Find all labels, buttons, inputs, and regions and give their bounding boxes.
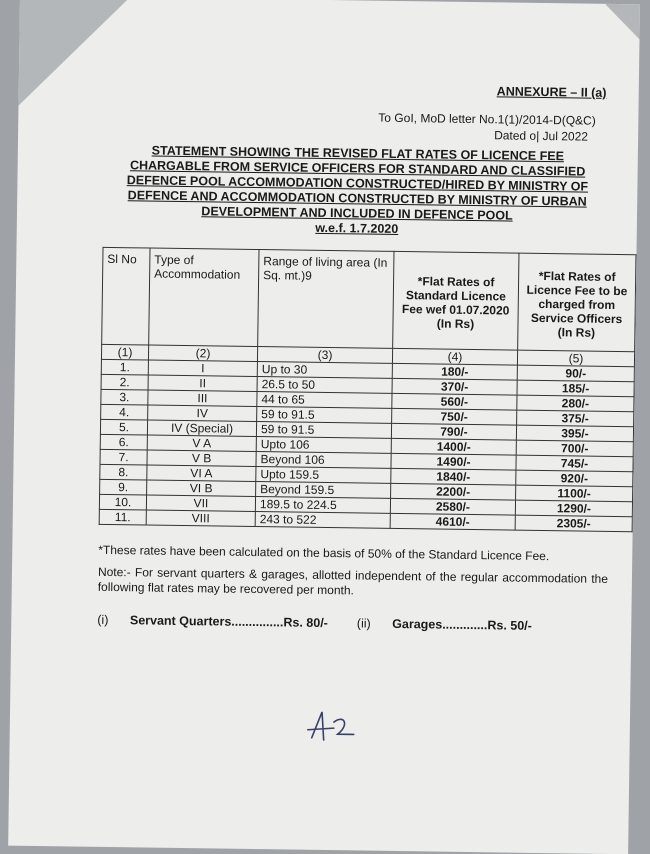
cell-sl-no: 11. <box>99 509 146 525</box>
cell-standard-rate: 1490/- <box>391 453 516 470</box>
cell-range: 59 to 91.5 <box>256 422 391 439</box>
column-number: (3) <box>257 347 392 364</box>
column-number: (5) <box>517 350 634 367</box>
statement-heading <box>107 143 608 240</box>
header-sl-no: Sl No <box>102 247 150 345</box>
cell-sl-no: 7. <box>100 449 147 465</box>
annexure-label: ANNEXURE – II (a) <box>496 84 607 100</box>
cell-type: VII <box>146 495 255 512</box>
cell-charged-rate: 1290/- <box>515 500 632 517</box>
cell-type: II <box>148 375 257 392</box>
cell-standard-rate: 180/- <box>392 363 517 380</box>
cell-standard-rate: 560/- <box>392 393 517 410</box>
column-number: (4) <box>392 348 517 365</box>
cell-type: V A <box>147 435 256 452</box>
handwritten-initials <box>300 700 371 751</box>
cell-sl-no: 8. <box>100 464 147 480</box>
servant-item-number: (i) <box>97 612 109 627</box>
cell-charged-rate: 375/- <box>517 410 634 427</box>
cell-standard-rate: 4610/- <box>390 513 515 530</box>
additional-charges <box>97 613 532 633</box>
cell-charged-rate: 920/- <box>516 470 633 487</box>
cell-type: VI A <box>147 465 256 482</box>
cell-standard-rate: 370/- <box>392 378 517 395</box>
letter-reference: To GoI, MoD letter No.1(1)/2014-D(Q&C) <box>378 110 596 128</box>
garage-item-number: (ii) <box>356 616 371 631</box>
cell-type: IV (Special) <box>147 420 256 437</box>
cell-range: Beyond 159.5 <box>256 482 391 499</box>
cell-type: IV <box>148 405 257 422</box>
cell-range: Upto 106 <box>256 437 391 454</box>
cell-range: Upto 159.5 <box>256 467 391 484</box>
cell-sl-no: 10. <box>99 494 146 510</box>
page-fold-corner <box>18 0 130 107</box>
column-number: (1) <box>101 344 148 360</box>
cell-range: 243 to 522 <box>255 512 390 529</box>
cell-charged-rate: 185/- <box>517 380 634 397</box>
header-range: Range of living area (In Sq. mt.)9 <box>258 250 394 349</box>
heading-effective-date: w.e.f. 1.7.2020 <box>315 220 399 236</box>
header-charged-rate: *Flat Rates of Licence Fee to be charged from Service Officers (In Rs) <box>518 253 636 352</box>
header-type: Type of Accommodation <box>149 248 259 347</box>
cell-sl-no: 5. <box>100 419 147 435</box>
page-fold-corner-right <box>604 4 639 39</box>
garages-rate: Garages.............Rs. 50/- <box>392 616 532 633</box>
cell-charged-rate: 2305/- <box>515 515 632 532</box>
cell-sl-no: 2. <box>101 374 148 390</box>
cell-type: III <box>148 390 257 407</box>
cell-range: Up to 30 <box>257 362 392 379</box>
heading-line: DEFENCE AND ACCOMMODATION CONSTRUCTED BY MINISTRY OF URBAN <box>127 188 587 209</box>
cell-charged-rate: 1100/- <box>516 485 633 502</box>
footnote: *These rates have been calculated on the basis of 50% of the Standard Licence Fee. <box>98 542 550 564</box>
column-number: (2) <box>148 345 257 362</box>
cell-type: VI B <box>147 480 256 497</box>
cell-charged-rate: 90/- <box>517 365 634 382</box>
licence-fee-table <box>99 247 637 532</box>
heading-line: DEFENCE POOL ACCOMMODATION CONSTRUCTED/HIRED BY MINISTRY OF <box>126 173 589 194</box>
cell-type: VIII <box>146 510 255 527</box>
cell-standard-rate: 2580/- <box>390 498 515 515</box>
cell-range: Beyond 106 <box>256 452 391 469</box>
cell-range: 26.5 to 50 <box>257 377 392 394</box>
note-text: Note:- For servant quarters & garages, allotted independent of the regular accommodation the following flat rates may be recovered per month. <box>97 564 609 598</box>
cell-range: 44 to 65 <box>257 392 392 409</box>
cell-type: V B <box>147 450 256 467</box>
cell-range: 59 to 91.5 <box>257 407 392 424</box>
cell-sl-no: 6. <box>100 434 147 450</box>
cell-standard-rate: 2200/- <box>391 483 516 500</box>
cell-charged-rate: 700/- <box>516 440 633 457</box>
table-header-row <box>102 247 636 351</box>
cell-sl-no: 3. <box>101 389 148 405</box>
cell-sl-no: 9. <box>100 479 147 495</box>
heading-line: CHARGABLE FROM SERVICE OFFICERS FOR STANDARD AND CLASSIFIED <box>129 158 586 179</box>
header-standard-rate: *Flat Rates of Standard Licence Fee wef 01.07.2020 (In Rs) <box>393 251 519 350</box>
heading-line: DEVELOPMENT AND INCLUDED IN DEFENCE POOL <box>201 204 513 223</box>
cell-standard-rate: 790/- <box>391 423 516 440</box>
cell-charged-rate: 395/- <box>516 425 633 442</box>
servant-quarters-rate: Servant Quarters...............Rs. 80/- <box>129 613 328 631</box>
cell-sl-no: 4. <box>101 404 148 420</box>
letter-date: Dated o| Jul 2022 <box>494 128 589 144</box>
cell-charged-rate: 280/- <box>517 395 634 412</box>
heading-line: STATEMENT SHOWING THE REVISED FLAT RATES OF LICENCE FEE <box>151 143 565 164</box>
cell-sl-no: 1. <box>101 359 148 375</box>
cell-standard-rate: 1400/- <box>391 438 516 455</box>
cell-type: I <box>148 360 257 377</box>
cell-standard-rate: 1840/- <box>391 468 516 485</box>
cell-range: 189.5 to 224.5 <box>255 497 390 514</box>
document-page <box>8 0 640 854</box>
cell-standard-rate: 750/- <box>392 408 517 425</box>
cell-charged-rate: 745/- <box>516 455 633 472</box>
